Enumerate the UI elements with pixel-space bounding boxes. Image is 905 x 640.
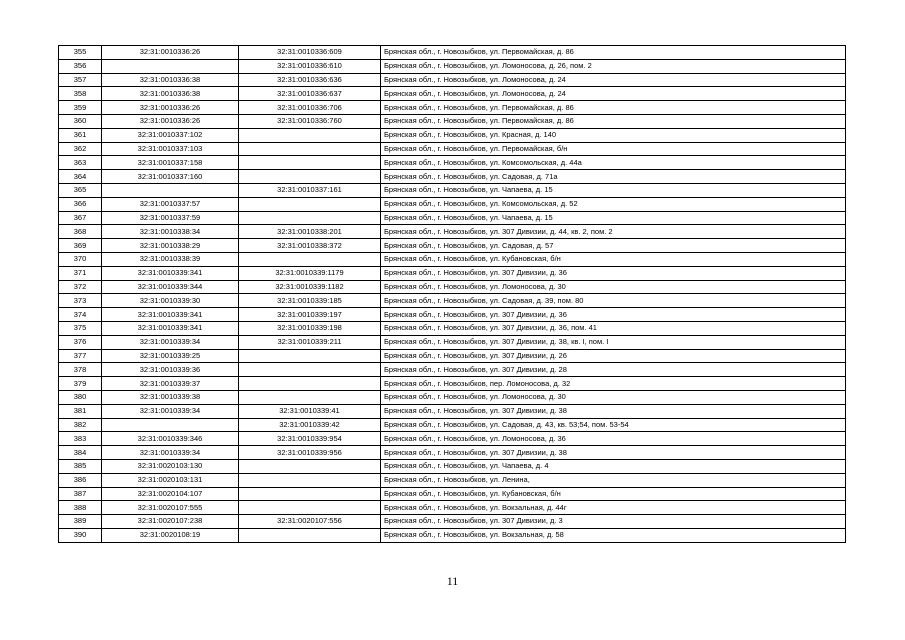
address-cell: Брянская обл., г. Новозыбков, ул. Ленина, xyxy=(381,473,846,487)
address-cell: Брянская обл., г. Новозыбков, ул. 307 Дивизии, д. 38 xyxy=(381,404,846,418)
row-number-cell: 387 xyxy=(59,487,102,501)
row-number-cell: 384 xyxy=(59,446,102,460)
row-number-cell: 362 xyxy=(59,142,102,156)
table-row xyxy=(59,114,846,128)
parcel-number-cell: 32:31:0010339:36 xyxy=(102,363,239,377)
parcel-number-cell: 32:31:0010339:30 xyxy=(102,294,239,308)
object-number-cell xyxy=(239,459,381,473)
row-number-cell: 355 xyxy=(59,46,102,60)
address-cell: Брянская обл., г. Новозыбков, ул. 307 Дивизии, д. 36 xyxy=(381,308,846,322)
object-number-cell xyxy=(239,128,381,142)
parcel-number-cell: 32:31:0010337:158 xyxy=(102,156,239,170)
row-number-cell: 373 xyxy=(59,294,102,308)
row-number-cell: 379 xyxy=(59,377,102,391)
parcel-number-cell: 32:31:0020103:130 xyxy=(102,459,239,473)
parcel-number-cell: 32:31:0010339:38 xyxy=(102,390,239,404)
table-row xyxy=(59,46,846,60)
row-number-cell: 383 xyxy=(59,432,102,446)
parcel-number-cell: 32:31:0010339:34 xyxy=(102,446,239,460)
object-number-cell xyxy=(239,170,381,184)
object-number-cell xyxy=(239,473,381,487)
table-row xyxy=(59,349,846,363)
table-row xyxy=(59,335,846,349)
parcel-number-cell: 32:31:0010336:38 xyxy=(102,87,239,101)
table-row xyxy=(59,73,846,87)
parcel-number-cell: 32:31:0010339:34 xyxy=(102,335,239,349)
parcel-number-cell: 32:31:0010336:38 xyxy=(102,73,239,87)
address-cell: Брянская обл., г. Новозыбков, пер. Ломоносова, д. 32 xyxy=(381,377,846,391)
address-cell: Брянская обл., г. Новозыбков, ул. Чапаева, д. 4 xyxy=(381,459,846,473)
row-number-cell: 372 xyxy=(59,280,102,294)
parcel-number-cell xyxy=(102,418,239,432)
object-number-cell xyxy=(239,211,381,225)
parcel-number-cell: 32:31:0010339:37 xyxy=(102,377,239,391)
address-cell: Брянская обл., г. Новозыбков, ул. Ломоносова, д. 26, пом. 2 xyxy=(381,59,846,73)
object-number-cell xyxy=(239,528,381,542)
parcel-number-cell: 32:31:0010338:39 xyxy=(102,252,239,266)
table-row xyxy=(59,473,846,487)
parcel-number-cell: 32:31:0010338:29 xyxy=(102,239,239,253)
table-row xyxy=(59,363,846,377)
address-cell: Брянская обл., г. Новозыбков, ул. Ломоносова, д. 30 xyxy=(381,280,846,294)
object-number-cell: 32:31:0010339:954 xyxy=(239,432,381,446)
parcel-number-cell: 32:31:0010339:344 xyxy=(102,280,239,294)
object-number-cell xyxy=(239,390,381,404)
row-number-cell: 366 xyxy=(59,197,102,211)
table-row xyxy=(59,446,846,460)
object-number-cell xyxy=(239,501,381,515)
table-row xyxy=(59,197,846,211)
address-cell: Брянская обл., г. Новозыбков, ул. Ломоносова, д. 24 xyxy=(381,73,846,87)
parcel-number-cell: 32:31:0010339:34 xyxy=(102,404,239,418)
address-cell: Брянская обл., г. Новозыбков, ул. Садовая, д. 57 xyxy=(381,239,846,253)
object-number-cell: 32:31:0010339:956 xyxy=(239,446,381,460)
parcel-number-cell: 32:31:0010339:341 xyxy=(102,321,239,335)
row-number-cell: 363 xyxy=(59,156,102,170)
table-body xyxy=(59,46,846,543)
address-cell: Брянская обл., г. Новозыбков, ул. Ломоносова, д. 30 xyxy=(381,390,846,404)
row-number-cell: 380 xyxy=(59,390,102,404)
row-number-cell: 375 xyxy=(59,321,102,335)
object-number-cell: 32:31:0020107:556 xyxy=(239,515,381,529)
object-number-cell: 32:31:0010336:610 xyxy=(239,59,381,73)
object-number-cell: 32:31:0010339:185 xyxy=(239,294,381,308)
object-number-cell: 32:31:0010336:636 xyxy=(239,73,381,87)
object-number-cell: 32:31:0010339:1179 xyxy=(239,266,381,280)
object-number-cell xyxy=(239,377,381,391)
row-number-cell: 381 xyxy=(59,404,102,418)
address-cell: Брянская обл., г. Новозыбков, ул. Красная, д. 140 xyxy=(381,128,846,142)
table-row xyxy=(59,294,846,308)
parcel-number-cell: 32:31:0010337:59 xyxy=(102,211,239,225)
table-row xyxy=(59,528,846,542)
table-row xyxy=(59,515,846,529)
table-row xyxy=(59,142,846,156)
row-number-cell: 369 xyxy=(59,239,102,253)
address-cell: Брянская обл., г. Новозыбков, ул. Первомайская, д. 86 xyxy=(381,101,846,115)
object-number-cell: 32:31:0010339:198 xyxy=(239,321,381,335)
parcel-number-cell xyxy=(102,59,239,73)
address-cell: Брянская обл., г. Новозыбков, ул. Вокзальная, д. 44г xyxy=(381,501,846,515)
address-cell: Брянская обл., г. Новозыбков, ул. 307 Дивизии, д. 44, кв. 2, пом. 2 xyxy=(381,225,846,239)
address-cell: Брянская обл., г. Новозыбков, ул. Кубановская, б/н xyxy=(381,252,846,266)
address-cell: Брянская обл., г. Новозыбков, ул. Ломоносова, д. 36 xyxy=(381,432,846,446)
address-cell: Брянская обл., г. Новозыбков, ул. Первомайская, д. 86 xyxy=(381,114,846,128)
table-row xyxy=(59,501,846,515)
address-cell: Брянская обл., г. Новозыбков, ул. Кубановская, б/н xyxy=(381,487,846,501)
object-number-cell xyxy=(239,349,381,363)
row-number-cell: 376 xyxy=(59,335,102,349)
row-number-cell: 388 xyxy=(59,501,102,515)
object-number-cell: 32:31:0010339:42 xyxy=(239,418,381,432)
row-number-cell: 360 xyxy=(59,114,102,128)
object-number-cell xyxy=(239,156,381,170)
table-row xyxy=(59,321,846,335)
table-row xyxy=(59,404,846,418)
address-cell: Брянская обл., г. Новозыбков, ул. Садовая, д. 39, пом. 80 xyxy=(381,294,846,308)
object-number-cell: 32:31:0010339:197 xyxy=(239,308,381,322)
address-cell: Брянская обл., г. Новозыбков, ул. 307 Дивизии, д. 3 xyxy=(381,515,846,529)
table-row xyxy=(59,128,846,142)
address-cell: Брянская обл., г. Новозыбков, ул. Ломоносова, д. 24 xyxy=(381,87,846,101)
table-row xyxy=(59,280,846,294)
address-cell: Брянская обл., г. Новозыбков, ул. Первомайская, б/н xyxy=(381,142,846,156)
parcel-number-cell: 32:31:0010336:26 xyxy=(102,46,239,60)
row-number-cell: 356 xyxy=(59,59,102,73)
address-cell: Брянская обл., г. Новозыбков, ул. 307 Дивизии, д. 26 xyxy=(381,349,846,363)
table-row xyxy=(59,432,846,446)
object-number-cell: 32:31:0010339:41 xyxy=(239,404,381,418)
row-number-cell: 374 xyxy=(59,308,102,322)
table-row xyxy=(59,170,846,184)
table-row xyxy=(59,308,846,322)
parcel-number-cell xyxy=(102,183,239,197)
object-number-cell: 32:31:0010336:609 xyxy=(239,46,381,60)
row-number-cell: 389 xyxy=(59,515,102,529)
table-row xyxy=(59,390,846,404)
table-row xyxy=(59,487,846,501)
object-number-cell: 32:31:0010336:760 xyxy=(239,114,381,128)
object-number-cell: 32:31:0010339:211 xyxy=(239,335,381,349)
row-number-cell: 385 xyxy=(59,459,102,473)
address-cell: Брянская обл., г. Новозыбков, ул. Вокзальная, д. 58 xyxy=(381,528,846,542)
row-number-cell: 367 xyxy=(59,211,102,225)
address-cell: Брянская обл., г. Новозыбков, ул. 307 Дивизии, д. 38 xyxy=(381,446,846,460)
object-number-cell: 32:31:0010338:201 xyxy=(239,225,381,239)
parcel-number-cell: 32:31:0010337:103 xyxy=(102,142,239,156)
row-number-cell: 361 xyxy=(59,128,102,142)
row-number-cell: 382 xyxy=(59,418,102,432)
parcel-number-cell: 32:31:0020107:555 xyxy=(102,501,239,515)
address-cell: Брянская обл., г. Новозыбков, ул. 307 Дивизии, д. 36 xyxy=(381,266,846,280)
table-row xyxy=(59,183,846,197)
object-number-cell xyxy=(239,487,381,501)
table-row xyxy=(59,266,846,280)
row-number-cell: 390 xyxy=(59,528,102,542)
address-cell: Брянская обл., г. Новозыбков, ул. Чапаева, д. 15 xyxy=(381,183,846,197)
parcel-number-cell: 32:31:0020104:107 xyxy=(102,487,239,501)
table-row xyxy=(59,87,846,101)
object-number-cell: 32:31:0010337:161 xyxy=(239,183,381,197)
object-number-cell: 32:31:0010339:1182 xyxy=(239,280,381,294)
parcel-number-cell: 32:31:0020107:238 xyxy=(102,515,239,529)
row-number-cell: 358 xyxy=(59,87,102,101)
address-cell: Брянская обл., г. Новозыбков, ул. 307 Дивизии, д. 38, кв. I, пом. I xyxy=(381,335,846,349)
row-number-cell: 386 xyxy=(59,473,102,487)
object-number-cell xyxy=(239,363,381,377)
row-number-cell: 357 xyxy=(59,73,102,87)
parcel-number-cell: 32:31:0010339:341 xyxy=(102,308,239,322)
parcel-number-cell: 32:31:0010338:34 xyxy=(102,225,239,239)
address-cell: Брянская обл., г. Новозыбков, ул. Садовая, д. 71а xyxy=(381,170,846,184)
object-number-cell: 32:31:0010336:637 xyxy=(239,87,381,101)
parcel-number-cell: 32:31:0010336:26 xyxy=(102,114,239,128)
object-number-cell: 32:31:0010338:372 xyxy=(239,239,381,253)
row-number-cell: 370 xyxy=(59,252,102,266)
row-number-cell: 377 xyxy=(59,349,102,363)
parcel-number-cell: 32:31:0010339:341 xyxy=(102,266,239,280)
table-row xyxy=(59,156,846,170)
parcel-number-cell: 32:31:0010339:346 xyxy=(102,432,239,446)
address-cell: Брянская обл., г. Новозыбков, ул. Комсомольская, д. 52 xyxy=(381,197,846,211)
row-number-cell: 365 xyxy=(59,183,102,197)
address-cell: Брянская обл., г. Новозыбков, ул. Садовая, д. 43, кв. 53;54, пом. 53-54 xyxy=(381,418,846,432)
address-cell: Брянская обл., г. Новозыбков, ул. Чапаева, д. 15 xyxy=(381,211,846,225)
parcel-number-cell: 32:31:0010339:25 xyxy=(102,349,239,363)
object-number-cell xyxy=(239,252,381,266)
parcel-number-cell: 32:31:0010336:26 xyxy=(102,101,239,115)
parcel-number-cell: 32:31:0020103:131 xyxy=(102,473,239,487)
object-number-cell: 32:31:0010336:706 xyxy=(239,101,381,115)
table-row xyxy=(59,59,846,73)
address-cell: Брянская обл., г. Новозыбков, ул. Первомайская, д. 86 xyxy=(381,46,846,60)
address-cell: Брянская обл., г. Новозыбков, ул. 307 Дивизии, д. 36, пом. 41 xyxy=(381,321,846,335)
table-row xyxy=(59,211,846,225)
table-row xyxy=(59,225,846,239)
object-number-cell xyxy=(239,197,381,211)
row-number-cell: 359 xyxy=(59,101,102,115)
parcel-number-cell: 32:31:0010337:102 xyxy=(102,128,239,142)
row-number-cell: 371 xyxy=(59,266,102,280)
table-row xyxy=(59,101,846,115)
table-row xyxy=(59,418,846,432)
table-row xyxy=(59,239,846,253)
table-row xyxy=(59,459,846,473)
row-number-cell: 378 xyxy=(59,363,102,377)
object-number-cell xyxy=(239,142,381,156)
table-row xyxy=(59,377,846,391)
table-row xyxy=(59,252,846,266)
parcel-number-cell: 32:31:0010337:160 xyxy=(102,170,239,184)
parcel-number-cell: 32:31:0020108:19 xyxy=(102,528,239,542)
address-cell: Брянская обл., г. Новозыбков, ул. Комсомольская, д. 44а xyxy=(381,156,846,170)
row-number-cell: 364 xyxy=(59,170,102,184)
address-cell: Брянская обл., г. Новозыбков, ул. 307 Дивизии, д. 28 xyxy=(381,363,846,377)
parcel-number-cell: 32:31:0010337:57 xyxy=(102,197,239,211)
page-number: 11 xyxy=(446,574,459,588)
row-number-cell: 368 xyxy=(59,225,102,239)
cadastral-table xyxy=(58,45,846,543)
